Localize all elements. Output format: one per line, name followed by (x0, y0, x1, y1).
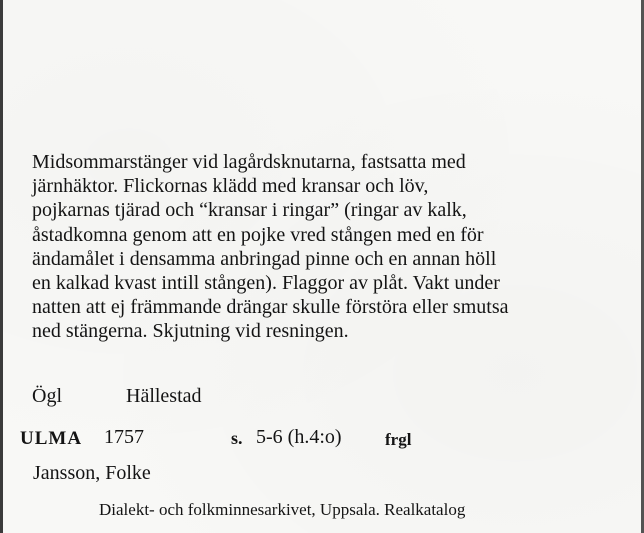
archive-code: ULMA (20, 428, 83, 449)
page-label: s. (231, 428, 243, 448)
description-line: Midsommarstänger vid lagårdsknutarna, fastsatta med (32, 151, 466, 173)
description-line: järnhäktor. Flickornas klädd med kransar och löv, (32, 175, 429, 198)
description-line: en kalkad kvast intill stången). Flaggor av plåt. Vakt under (32, 272, 500, 295)
description-line: pojkarnas tjärad och “kransar i ringar” (ringar av kalk, (32, 199, 467, 222)
collector-name: Jansson, Folke (33, 462, 151, 484)
description-line: natten att ej främmande drängar skulle förstöra eller smutsa (32, 296, 509, 319)
description-line: åstadkomna genom att en pojke vred stången med en för (32, 223, 484, 246)
province-label: Ögl (32, 385, 62, 407)
description-line: ändamålet i densamma anbringad pinne och en annan höll (32, 247, 497, 270)
description-line: ned stängerna. Skjutning vid resningen. (32, 320, 349, 343)
description-text (32, 150, 622, 344)
record-number: 1757 (104, 426, 144, 448)
page-value: 5-6 (h.4:o) (256, 426, 342, 448)
archive-footer: Dialekt- och folkminnesarkivet, Uppsala. Realkatalog (99, 500, 466, 519)
parish-label: Hällestad (126, 385, 202, 407)
record-type: frgl (385, 430, 412, 449)
